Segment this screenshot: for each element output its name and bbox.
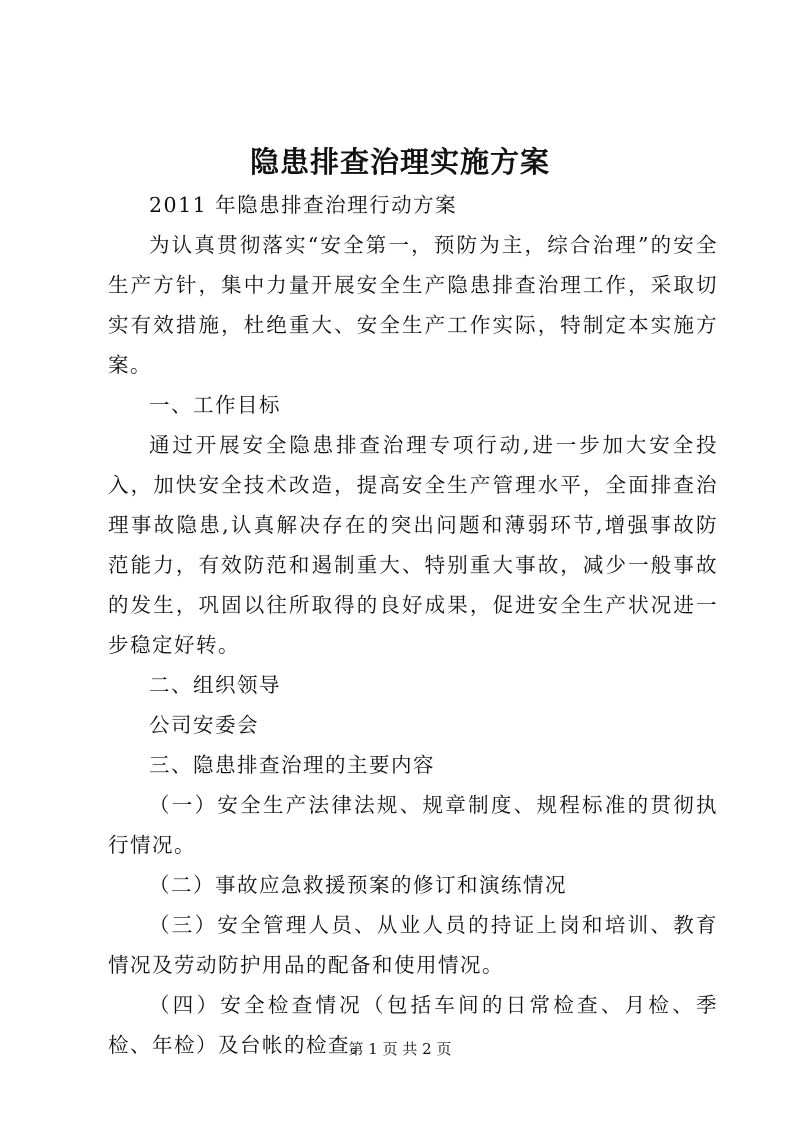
section-heading-organization: 二、组织领导 xyxy=(149,673,281,697)
paragraph-subtitle: 2011 年隐患排查治理行动方案 xyxy=(149,193,458,217)
paragraph-goals: 通过开展安全隐患排查治理专项行动,进一步加大安全投入，加快安全技术改造，提高安全生产管理水平，全面排查治理事故隐患,认真解决存在的突出问题和薄弱环节,增强事故防范能力，有效防范和遏制重大、特别重大事故，减少一般事故的发生，巩固以往所取得的良好成果，促进安全生产状况进一步稳定好转。 xyxy=(108,433,718,657)
paragraph-intro: 为认真贯彻落实“安全第一，预防为主，综合治理”的安全生产方针，集中力量开展安全生产隐患排查治理工作，采取切实有效措施，杜绝重大、安全生产工作实际，特制定本实施方案。 xyxy=(108,233,718,377)
list-item-1: （一）安全生产法律法规、规章制度、规程标准的贯彻执行情况。 xyxy=(108,793,718,857)
list-item-2: （二）事故应急救援预案的修订和演练情况 xyxy=(149,873,567,897)
paragraph-organization: 公司安委会 xyxy=(149,713,259,737)
section-heading-content: 三、隐患排查治理的主要内容 xyxy=(149,753,435,777)
list-item-3: （三）安全管理人员、从业人员的持证上岗和培训、教育情况及劳动防护用品的配备和使用情况。 xyxy=(108,913,718,977)
list-item-4: （四）安全检查情况（包括车间的日常检查、月检、季检、年检）及台帐的检查。 xyxy=(108,993,718,1057)
section-heading-goals: 一、工作目标 xyxy=(149,393,281,417)
document-title: 隐患排查治理实施方案 xyxy=(249,145,550,179)
page-footer: 第 1 页 共 2 页 xyxy=(348,1040,452,1058)
document-body xyxy=(108,185,718,1065)
